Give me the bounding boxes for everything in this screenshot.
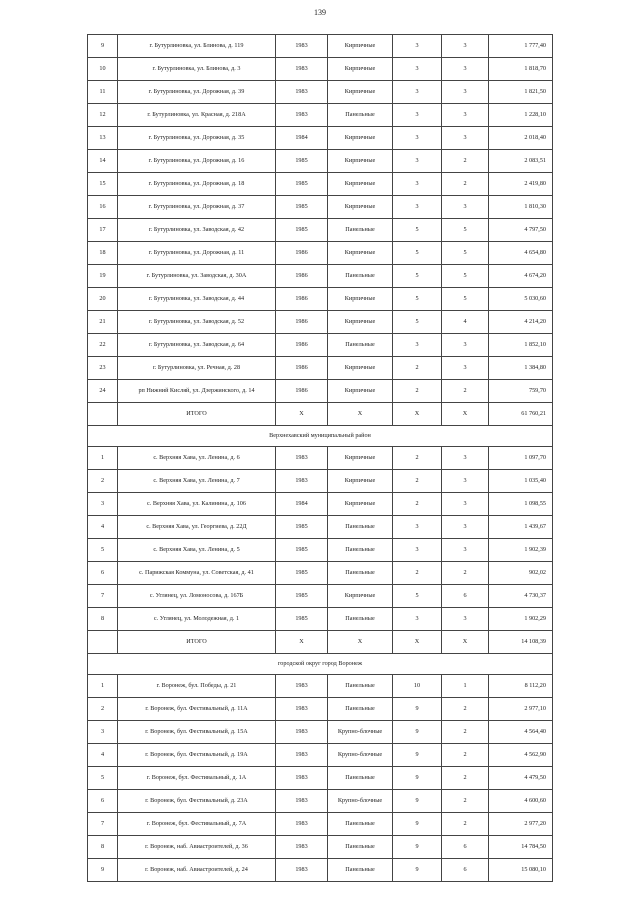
floors-cell: 2 [393, 470, 442, 493]
entrances-cell: 2 [442, 562, 489, 585]
page-number: 139 [314, 8, 326, 17]
area-cell: 1 902,29 [489, 608, 553, 631]
table-row [88, 836, 553, 859]
year-cell: 1983 [276, 721, 328, 744]
year-cell: 1983 [276, 836, 328, 859]
year-cell: 1983 [276, 35, 328, 58]
year-cell: 1983 [276, 698, 328, 721]
wall-material-cell: Крупно-блочные [328, 721, 393, 744]
year-cell: 1985 [276, 196, 328, 219]
area-cell: 4 730,37 [489, 585, 553, 608]
section-header-row [88, 426, 553, 447]
row-number-cell: 14 [88, 150, 118, 173]
entrances-cell: 3 [442, 104, 489, 127]
table-row [88, 242, 553, 265]
table-row [88, 447, 553, 470]
entrances-cell: 2 [442, 380, 489, 403]
floors-cell: 3 [393, 539, 442, 562]
table-row [88, 516, 553, 539]
row-number-cell: 17 [88, 219, 118, 242]
entrances-cell: 5 [442, 288, 489, 311]
address-cell: г. Бутурлиновка, ул. Дорожная, д. 37 [118, 196, 276, 219]
area-cell: 2 977,20 [489, 813, 553, 836]
year-cell: 1986 [276, 380, 328, 403]
wall-material-cell: Панельные [328, 608, 393, 631]
floors-cell: 5 [393, 242, 442, 265]
year-cell: 1983 [276, 675, 328, 698]
entrances-cell: 2 [442, 698, 489, 721]
address-cell: г. Воронеж, бул. Фестивальный, д. 1А [118, 767, 276, 790]
year-cell: 1983 [276, 767, 328, 790]
area-cell: 2 083,51 [489, 150, 553, 173]
entrances-cell: 3 [442, 470, 489, 493]
table-row [88, 35, 553, 58]
floors-cell: 2 [393, 380, 442, 403]
floors-cell: 3 [393, 81, 442, 104]
area-cell: 4 564,40 [489, 721, 553, 744]
table-row [88, 104, 553, 127]
wall-material-cell: Кирпичные [328, 357, 393, 380]
floors-cell: 3 [393, 608, 442, 631]
area-cell: 1 098,55 [489, 493, 553, 516]
year-cell: 1985 [276, 219, 328, 242]
entrances-cell: 5 [442, 219, 489, 242]
area-cell: 4 674,20 [489, 265, 553, 288]
area-cell: 15 080,10 [489, 859, 553, 882]
floors-cell: 9 [393, 744, 442, 767]
floors-cell: 3 [393, 516, 442, 539]
section-header-row [88, 654, 553, 675]
entrances-cell: 3 [442, 608, 489, 631]
row-number-cell: 20 [88, 288, 118, 311]
row-number-cell: 24 [88, 380, 118, 403]
table-row [88, 698, 553, 721]
area-cell: 1 035,40 [489, 470, 553, 493]
year-cell: 1983 [276, 81, 328, 104]
floors-cell: 9 [393, 813, 442, 836]
floors-cell: 9 [393, 836, 442, 859]
wall-material-cell: Панельные [328, 813, 393, 836]
table-row [88, 470, 553, 493]
wall-material-cell: Кирпичные [328, 150, 393, 173]
row-number-cell: 15 [88, 173, 118, 196]
table-row [88, 813, 553, 836]
wall-material-cell: Кирпичные [328, 311, 393, 334]
table-row [88, 744, 553, 767]
address-cell: г. Бутурлиновка, ул. Дорожная, д. 39 [118, 81, 276, 104]
area-cell: 1 810,30 [489, 196, 553, 219]
table-row [88, 767, 553, 790]
wall-material-cell: Панельные [328, 675, 393, 698]
floors-cell: 2 [393, 493, 442, 516]
entrances-cell: 2 [442, 173, 489, 196]
area-cell: 5 030,60 [489, 288, 553, 311]
floors-cell: 3 [393, 104, 442, 127]
address-cell: г. Воронеж, наб. Авиастроителей, д. 24 [118, 859, 276, 882]
floors-cell: 3 [393, 58, 442, 81]
wall-material-cell: Кирпичные [328, 81, 393, 104]
entrances-cell: 6 [442, 585, 489, 608]
row-number-cell: 13 [88, 127, 118, 150]
year-cell: 1983 [276, 813, 328, 836]
year-cell: 1983 [276, 744, 328, 767]
row-number-cell: 1 [88, 675, 118, 698]
entrances-cell: 3 [442, 58, 489, 81]
row-number-cell: 16 [88, 196, 118, 219]
floors-cell: X [393, 403, 442, 426]
year-cell: 1985 [276, 150, 328, 173]
area-cell: 14 784,50 [489, 836, 553, 859]
wall-material-cell: Кирпичные [328, 447, 393, 470]
wall-material-cell: Кирпичные [328, 127, 393, 150]
row-number-cell: 19 [88, 265, 118, 288]
row-number-cell: 6 [88, 790, 118, 813]
row-number-cell: 1 [88, 447, 118, 470]
area-cell: 4 797,50 [489, 219, 553, 242]
wall-material-cell: Кирпичные [328, 242, 393, 265]
area-cell: 1 818,70 [489, 58, 553, 81]
table-row [88, 675, 553, 698]
entrances-cell: 4 [442, 311, 489, 334]
address-cell: ИТОГО [118, 631, 276, 654]
row-number-cell: 18 [88, 242, 118, 265]
year-cell: 1985 [276, 585, 328, 608]
wall-material-cell: Кирпичные [328, 470, 393, 493]
address-cell: г. Бутурлиновка, ул. Заводская, д. 30А [118, 265, 276, 288]
floors-cell: 3 [393, 35, 442, 58]
entrances-cell: X [442, 631, 489, 654]
row-number-cell: 23 [88, 357, 118, 380]
entrances-cell: 3 [442, 539, 489, 562]
area-cell: 759,70 [489, 380, 553, 403]
year-cell: X [276, 403, 328, 426]
address-cell: г. Бутурлиновка, ул. Блинова, д. 119 [118, 35, 276, 58]
table-row [88, 127, 553, 150]
address-cell: с. Верхняя Хава, ул. Ленина, д. 6 [118, 447, 276, 470]
row-number-cell: 21 [88, 311, 118, 334]
address-cell: г. Бутурлиновка, ул. Заводская, д. 64 [118, 334, 276, 357]
row-number-cell: 9 [88, 859, 118, 882]
table-row [88, 562, 553, 585]
area-cell: 1 097,70 [489, 447, 553, 470]
floors-cell: 9 [393, 790, 442, 813]
row-number-cell: 8 [88, 608, 118, 631]
address-cell: г. Бутурлиновка, ул. Заводская, д. 52 [118, 311, 276, 334]
entrances-cell: 2 [442, 790, 489, 813]
year-cell: 1985 [276, 173, 328, 196]
address-cell: г. Бутурлиновка, ул. Заводская, д. 42 [118, 219, 276, 242]
table-row [88, 150, 553, 173]
year-cell: 1986 [276, 311, 328, 334]
entrances-cell: 6 [442, 836, 489, 859]
year-cell: 1986 [276, 334, 328, 357]
wall-material-cell: Крупно-блочные [328, 744, 393, 767]
floors-cell: 9 [393, 859, 442, 882]
address-cell: с. Парижская Коммуна, ул. Советская, д. 41 [118, 562, 276, 585]
row-number-cell: 12 [88, 104, 118, 127]
area-cell: 8 112,20 [489, 675, 553, 698]
table-row [88, 219, 553, 242]
table-row [88, 721, 553, 744]
wall-material-cell: Панельные [328, 539, 393, 562]
year-cell: 1984 [276, 127, 328, 150]
entrances-cell: 2 [442, 721, 489, 744]
entrances-cell: 3 [442, 516, 489, 539]
table-row [88, 58, 553, 81]
table-row [88, 265, 553, 288]
area-cell: 4 600,60 [489, 790, 553, 813]
entrances-cell: 2 [442, 150, 489, 173]
year-cell: 1986 [276, 265, 328, 288]
row-number-cell: 4 [88, 744, 118, 767]
wall-material-cell: Панельные [328, 334, 393, 357]
area-cell: 4 654,80 [489, 242, 553, 265]
entrances-cell: 3 [442, 81, 489, 104]
row-number-cell: 3 [88, 721, 118, 744]
table-row [88, 539, 553, 562]
row-number-cell: 4 [88, 516, 118, 539]
area-cell: 61 760,21 [489, 403, 553, 426]
area-cell: 4 479,50 [489, 767, 553, 790]
address-cell: г. Воронеж, бул. Фестивальный, д. 19А [118, 744, 276, 767]
year-cell: 1984 [276, 493, 328, 516]
address-cell: г. Бутурлиновка, ул. Дорожная, д. 18 [118, 173, 276, 196]
area-cell: 1 777,40 [489, 35, 553, 58]
address-cell: г. Бутурлиновка, ул. Блинова, д. 3 [118, 58, 276, 81]
wall-material-cell: Кирпичные [328, 196, 393, 219]
floors-cell: 9 [393, 698, 442, 721]
table-row [88, 311, 553, 334]
wall-material-cell: Кирпичные [328, 493, 393, 516]
floors-cell: 3 [393, 334, 442, 357]
row-number-cell: 7 [88, 813, 118, 836]
wall-material-cell: X [328, 631, 393, 654]
area-cell: 902,02 [489, 562, 553, 585]
entrances-cell: 3 [442, 127, 489, 150]
area-cell: 1 852,10 [489, 334, 553, 357]
entrances-cell: X [442, 403, 489, 426]
table-row [88, 173, 553, 196]
table-row [88, 334, 553, 357]
address-cell: с. Углянец, ул. Ломоносова, д. 167Б [118, 585, 276, 608]
table-row [88, 380, 553, 403]
row-number-cell: 9 [88, 35, 118, 58]
row-number-cell [88, 631, 118, 654]
wall-material-cell: Кирпичные [328, 173, 393, 196]
wall-material-cell: Панельные [328, 836, 393, 859]
floors-cell: X [393, 631, 442, 654]
entrances-cell: 3 [442, 447, 489, 470]
address-cell: г. Бутурлиновка, ул. Красная, д. 218А [118, 104, 276, 127]
address-cell: г. Воронеж, бул. Фестивальный, д. 7А [118, 813, 276, 836]
wall-material-cell: Кирпичные [328, 380, 393, 403]
address-cell: рп Нижний Кисляй, ул. Дзержинского, д. 14 [118, 380, 276, 403]
area-cell: 14 108,39 [489, 631, 553, 654]
address-cell: с. Верхняя Хава, ул. Калинина, д. 106 [118, 493, 276, 516]
row-number-cell [88, 403, 118, 426]
row-number-cell: 7 [88, 585, 118, 608]
table-row [88, 196, 553, 219]
entrances-cell: 5 [442, 242, 489, 265]
entrances-cell: 3 [442, 493, 489, 516]
area-cell: 2 018,40 [489, 127, 553, 150]
row-number-cell: 11 [88, 81, 118, 104]
entrances-cell: 3 [442, 196, 489, 219]
address-cell: г. Бутурлиновка, ул. Дорожная, д. 16 [118, 150, 276, 173]
address-cell: с. Верхняя Хава, ул. Ленина, д. 5 [118, 539, 276, 562]
area-cell: 2 977,10 [489, 698, 553, 721]
year-cell: 1983 [276, 859, 328, 882]
area-cell: 2 419,80 [489, 173, 553, 196]
wall-material-cell: Панельные [328, 516, 393, 539]
address-cell: г. Бутурлиновка, ул. Дорожная, д. 35 [118, 127, 276, 150]
row-number-cell: 8 [88, 836, 118, 859]
floors-cell: 3 [393, 173, 442, 196]
area-cell: 1 902,39 [489, 539, 553, 562]
wall-material-cell: Кирпичные [328, 288, 393, 311]
address-cell: г. Воронеж, наб. Авиастроителей, д. 36 [118, 836, 276, 859]
address-cell: ИТОГО [118, 403, 276, 426]
wall-material-cell: Панельные [328, 698, 393, 721]
table-row [88, 357, 553, 380]
address-cell: с. Верхняя Хава, ул. Георгиева, д. 22Д [118, 516, 276, 539]
year-cell: 1986 [276, 242, 328, 265]
floors-cell: 2 [393, 357, 442, 380]
address-cell: с. Верхняя Хава, ул. Ленина, д. 7 [118, 470, 276, 493]
table-row [88, 493, 553, 516]
floors-cell: 9 [393, 767, 442, 790]
area-cell: 4 562,90 [489, 744, 553, 767]
address-cell: г. Бутурлиновка, ул. Речная, д. 28 [118, 357, 276, 380]
total-row [88, 631, 553, 654]
area-cell: 4 214,20 [489, 311, 553, 334]
table-row [88, 859, 553, 882]
wall-material-cell: Панельные [328, 265, 393, 288]
floors-cell: 5 [393, 219, 442, 242]
wall-material-cell: Панельные [328, 562, 393, 585]
entrances-cell: 2 [442, 767, 489, 790]
floors-cell: 10 [393, 675, 442, 698]
year-cell: 1983 [276, 447, 328, 470]
floors-cell: 5 [393, 585, 442, 608]
table-row [88, 790, 553, 813]
year-cell: 1986 [276, 288, 328, 311]
row-number-cell: 6 [88, 562, 118, 585]
wall-material-cell: Кирпичные [328, 585, 393, 608]
year-cell: 1986 [276, 357, 328, 380]
row-number-cell: 5 [88, 539, 118, 562]
floors-cell: 2 [393, 562, 442, 585]
row-number-cell: 22 [88, 334, 118, 357]
wall-material-cell: X [328, 403, 393, 426]
year-cell: 1985 [276, 516, 328, 539]
year-cell: 1983 [276, 790, 328, 813]
wall-material-cell: Кирпичные [328, 35, 393, 58]
entrances-cell: 2 [442, 744, 489, 767]
wall-material-cell: Панельные [328, 859, 393, 882]
floors-cell: 5 [393, 288, 442, 311]
entrances-cell: 2 [442, 813, 489, 836]
floors-cell: 3 [393, 150, 442, 173]
row-number-cell: 2 [88, 698, 118, 721]
table-body [88, 35, 553, 882]
area-cell: 1 228,10 [489, 104, 553, 127]
area-cell: 1 821,50 [489, 81, 553, 104]
housing-register-table [87, 34, 553, 882]
table-row [88, 608, 553, 631]
year-cell: 1985 [276, 608, 328, 631]
floors-cell: 3 [393, 196, 442, 219]
entrances-cell: 3 [442, 357, 489, 380]
area-cell: 1 384,80 [489, 357, 553, 380]
row-number-cell: 3 [88, 493, 118, 516]
entrances-cell: 3 [442, 35, 489, 58]
floors-cell: 5 [393, 311, 442, 334]
year-cell: 1985 [276, 562, 328, 585]
year-cell: 1983 [276, 470, 328, 493]
entrances-cell: 1 [442, 675, 489, 698]
table-row [88, 288, 553, 311]
floors-cell: 2 [393, 447, 442, 470]
table-row [88, 81, 553, 104]
address-cell: г. Бутурлиновка, ул. Заводская, д. 44 [118, 288, 276, 311]
floors-cell: 9 [393, 721, 442, 744]
wall-material-cell: Крупно-блочные [328, 790, 393, 813]
wall-material-cell: Кирпичные [328, 58, 393, 81]
total-row [88, 403, 553, 426]
year-cell: 1985 [276, 539, 328, 562]
year-cell: X [276, 631, 328, 654]
year-cell: 1983 [276, 104, 328, 127]
wall-material-cell: Панельные [328, 767, 393, 790]
row-number-cell: 5 [88, 767, 118, 790]
year-cell: 1983 [276, 58, 328, 81]
address-cell: г. Воронеж, бул. Фестивальный, д. 15А [118, 721, 276, 744]
wall-material-cell: Панельные [328, 219, 393, 242]
address-cell: с. Углянец, ул. Молодежная, д. 1 [118, 608, 276, 631]
section-title-cell: Верхнехавский муниципальный район [88, 426, 553, 447]
section-title-cell: городской округ город Воронеж [88, 654, 553, 675]
entrances-cell: 6 [442, 859, 489, 882]
address-cell: г. Воронеж, бул. Фестивальный, д. 23А [118, 790, 276, 813]
address-cell: г. Воронеж, бул. Фестивальный, д. 11А [118, 698, 276, 721]
wall-material-cell: Панельные [328, 104, 393, 127]
floors-cell: 3 [393, 127, 442, 150]
row-number-cell: 2 [88, 470, 118, 493]
row-number-cell: 10 [88, 58, 118, 81]
entrances-cell: 5 [442, 265, 489, 288]
area-cell: 1 439,67 [489, 516, 553, 539]
floors-cell: 5 [393, 265, 442, 288]
address-cell: г. Бутурлиновка, ул. Дорожная, д. 11 [118, 242, 276, 265]
entrances-cell: 3 [442, 334, 489, 357]
table-row [88, 585, 553, 608]
address-cell: г. Воронеж, бул. Победы, д. 21 [118, 675, 276, 698]
